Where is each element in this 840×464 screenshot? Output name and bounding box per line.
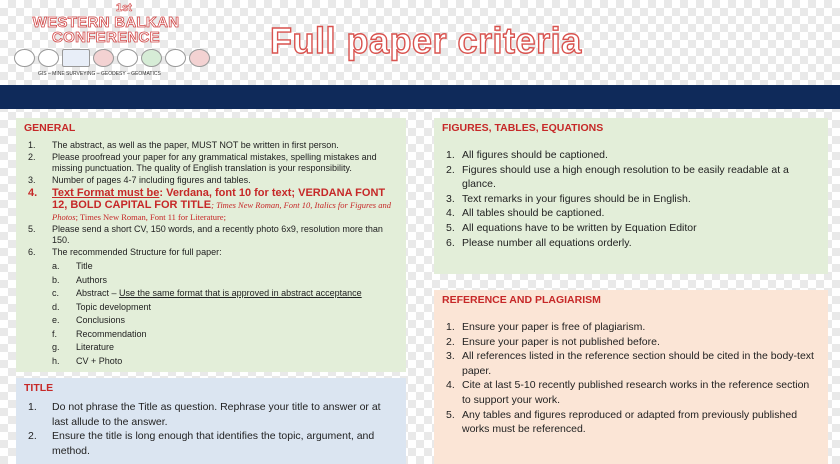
list-item: 5. Please send a short CV, 150 words, and a recently photo 6x9, resolution more than 150. [28,224,383,245]
page-title: Full paper criteria [270,20,582,61]
list-item: 2. Figures should use a high enough resolution to be easily readable at a glance. [446,163,789,191]
list-item: 6. The recommended Structure for full paper: a. Title b. Authors c. Abstract – Use the same format that is approved in abstract acceptance d. Topic development e. Conclusions f. Recommendation g. Literature h. CV + Photo [24,247,398,367]
title-section [16,378,406,464]
partner-logo-icon [117,49,138,67]
logos-caption: GIS – MINE SURVEYING – GEODESY – GEOMATICS [38,71,161,77]
list-item: 2. Ensure your paper is not published before. [446,335,660,348]
list-item: 6. Please number all equations orderly. [446,236,632,249]
partner-logo-icon [93,49,114,67]
partner-logo-icon [141,49,162,67]
general-list [24,140,398,367]
partner-logo-icon [14,49,35,67]
structure-item: c. Abstract – Use the same format that is approved in abstract acceptance [52,288,362,298]
structure-item: b. Authors [52,274,108,285]
list-item: 1. Ensure your paper is free of plagiarism. [446,321,646,333]
structure-item: f. Recommendation [52,328,147,339]
text-format-lead: Text Format must be [52,187,160,199]
figures-list [442,148,820,250]
list-item: 4. All tables should be captioned. [446,207,605,220]
conference-logo [12,0,212,82]
list-item: 3. All references listed in the reference section should be cited in the body-text paper. [446,350,814,377]
list-item: 4. Cite at last 5-10 recently published research works in the reference section to support your work. [446,379,810,406]
structure-item: e. Conclusions [52,315,126,325]
partner-logo-icon [189,49,210,67]
partner-logo-icon [165,49,186,67]
list-item: 2. Ensure the title is long enough that identifies the topic, argument, and method. [28,430,375,457]
general-heading: GENERAL [24,122,76,134]
structure-item: h. CV + Photo [52,355,123,366]
structure-item: a. Title [52,261,93,271]
erasmus-logo-icon [62,49,91,67]
reference-section [434,290,828,464]
figures-section [434,118,828,274]
list-item: 5. All equations have to be written by Equation Editor [446,221,697,234]
list-item: 3. Number of pages 4-7 including figures and tables. [28,175,251,185]
text-format-item: 4. Text Format must be: Verdana, font 10 for text; VERDANA FONT 12, BOLD CAPITAL FOR TITLE; Times New Roman, Font 10, Italics for Figures and Photos; Times New Roman, Font 11 for Literature; [28,187,391,222]
title-list [24,400,398,458]
list-item: 5. Any tables and figures reproduced or adapted from previously published works must be referenced. [446,408,798,436]
structure-item: g. Literature [52,342,115,352]
list-item: 2. Please proofread your paper for any grammatical mistakes, spelling mistakes and missing punctuation. The quality of English translation is your responsibility. [28,152,377,173]
structure-list [52,260,398,367]
partner-logos [14,48,210,68]
header-divider-bar [0,85,840,109]
structure-item: d. Topic development [52,301,152,312]
list-item: 1. All figures should be captioned. [446,149,608,161]
reference-heading: REFERENCE AND PLAGIARISM [442,294,601,306]
conference-name-line2: CONFERENCE [51,29,160,46]
conference-name-line1: WESTERN BALKAN [32,14,180,31]
general-section [16,118,406,372]
list-item: 3. Text remarks in your figures should be in English. [446,192,691,205]
list-item: 1. The abstract, as well as the paper, MUST NOT be written in first person. [28,140,339,150]
conference-superscript: 1st [116,2,132,14]
title-heading: TITLE [24,382,54,394]
figures-heading: FIGURES, TABLES, EQUATIONS [442,122,604,134]
partner-logo-icon [38,49,59,67]
reference-list [442,320,820,437]
list-item: 1. Do not phrase the Title as question. Rephrase your title to answer or at last allude to the answer. [28,401,381,428]
